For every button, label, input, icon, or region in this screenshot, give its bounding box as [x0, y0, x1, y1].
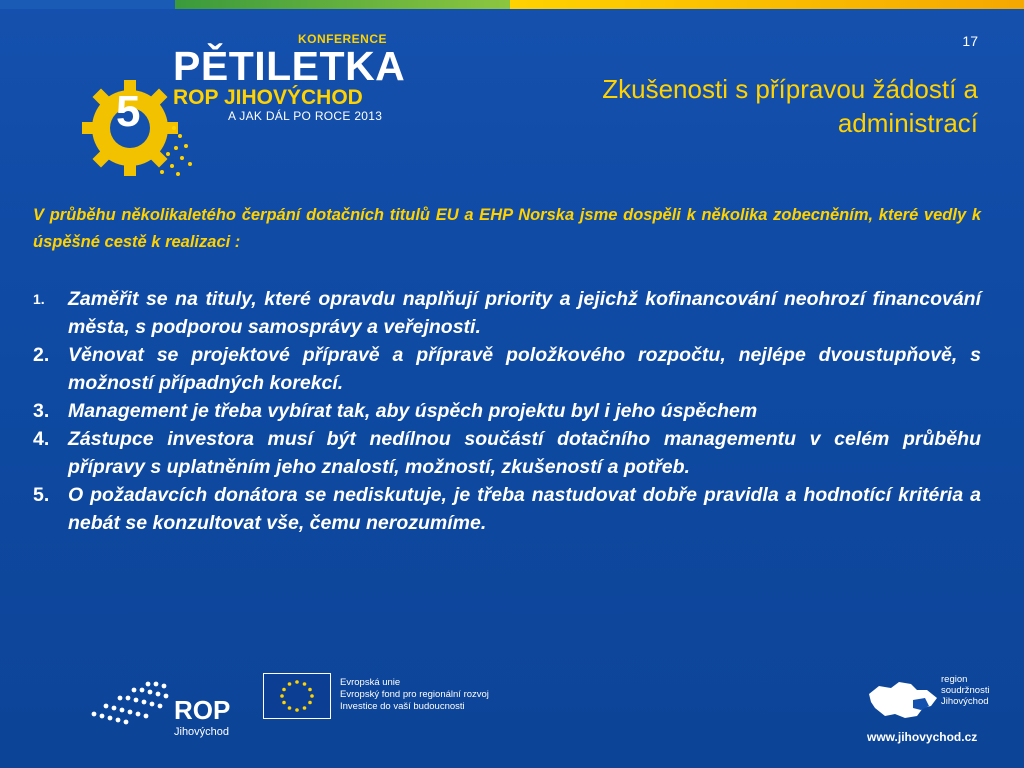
region-line: Jihovýchod: [941, 696, 989, 707]
eu-stars-icon: [264, 674, 330, 718]
band-green: [175, 0, 510, 9]
logo-kicker: KONFERENCE: [298, 32, 388, 46]
list-item-number: 2.: [33, 344, 50, 366]
list-item-text: O požadavcích donátora se nediskutuje, je třeba nastudovat dobře pravidla a hodnotící kritéria a nebát se konzultovat vše, čemu nerozumíme.: [68, 484, 981, 534]
intro-paragraph: V průběhu několikaletého čerpání dotačních titulů EU a EHP Norska jsme dospěli k několika zobecněním, které vedly k úspěšné cestě k realizaci :: [33, 206, 981, 251]
czech-map-icon: [865, 676, 941, 726]
region-line: soudržnosti: [941, 685, 990, 696]
list-item: [33, 481, 981, 537]
top-color-band: [0, 0, 1024, 9]
logo-title: PĚTILETKA: [173, 43, 406, 89]
points-list: [33, 285, 981, 537]
svg-text:5: 5: [116, 87, 141, 136]
rop-dots-icon: [90, 678, 170, 728]
eu-line: Evropský fond pro regionální rozvoj: [340, 689, 489, 700]
list-item: [33, 397, 981, 425]
region-url-link[interactable]: www.jihovychod.cz: [867, 730, 978, 744]
conference-logo: [82, 28, 406, 158]
eu-caption: [340, 677, 489, 713]
list-item: [33, 341, 981, 397]
list-item-text: Zaměřit se na tituly, které opravdu naplňují priority a jejichž kofinancování neohrozí financování města, s podporou samosprávy a veřejnosti.: [68, 288, 981, 338]
logo-tagline: A JAK DÁL PO ROCE 2013: [228, 109, 383, 123]
list-item-number: 3.: [33, 400, 50, 422]
list-item-number: 1.: [33, 291, 45, 307]
list-item: [33, 425, 981, 481]
logo-subtitle: ROP JIHOVÝCHOD: [173, 86, 363, 109]
eu-line: Investice do vaší budoucnosti: [340, 701, 465, 712]
list-item-number: 5.: [33, 484, 50, 506]
eu-line: Evropská unie: [340, 677, 401, 688]
rop-label: ROP: [174, 695, 231, 725]
rop-logo: [90, 670, 250, 750]
band-blue: [0, 0, 175, 9]
rop-sublabel: Jihovýchod: [174, 726, 230, 738]
list-item-text: Management je třeba vybírat tak, aby úspěch projektu byl i jeho úspěchem: [68, 400, 758, 422]
region-line: region: [941, 674, 968, 685]
list-item-number: 4.: [33, 428, 50, 450]
region-caption: [941, 674, 990, 707]
page-number: 17: [962, 33, 978, 49]
region-logo: [865, 674, 1005, 754]
slide-title: Zkušenosti s přípravou žádostí a administrací: [602, 74, 978, 138]
list-item-text: Věnovat se projektové přípravě a přípravě položkového rozpočtu, nejlépe dvoustupňově, s možností případných korekcí.: [68, 344, 981, 394]
list-item-text: Zástupce investora musí být nedílnou součástí dotačního managementu v celém průběhu přípravy s uplatněním jeho znalostí, možností, zkušeností a potřeb.: [68, 428, 981, 478]
eu-flag: [263, 673, 331, 719]
footer: [0, 660, 1024, 768]
list-item: [33, 285, 981, 341]
band-yellow: [510, 0, 1024, 9]
